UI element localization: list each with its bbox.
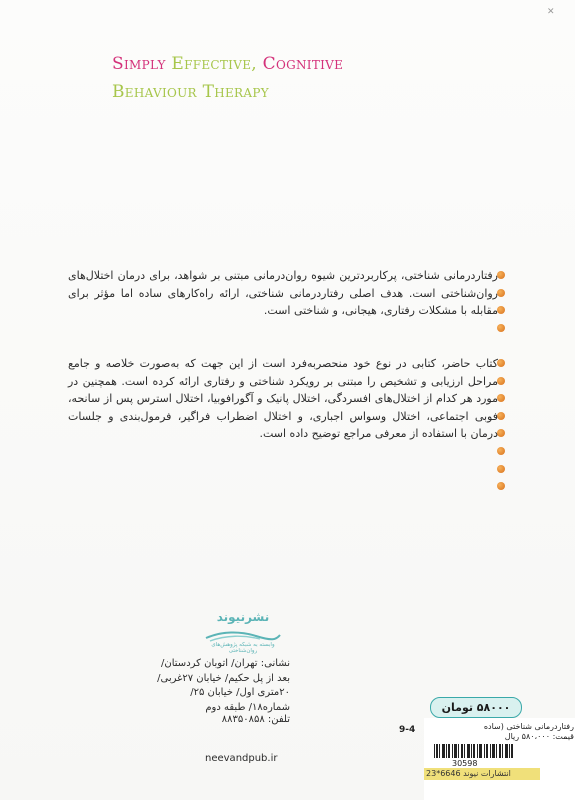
title-word-effective: Effective, — [171, 54, 263, 74]
bullet-icon — [497, 412, 505, 420]
wave-icon — [204, 629, 282, 643]
bullet-icon — [497, 324, 505, 332]
description-paragraph-1: رفتاردرمانی شناختی، پرکاربردترین شیوه روان‌درمانی مبتنی بر شواهد، برای درمان اختلال‌های روان‌شناختی است. هدف اصلی رفتاردرمانی شناختی، ارائه راه‌کارهای ساده اما مؤثر برای مقابله با مشکلات رفتاری، هیجانی، و شناختی است. — [68, 269, 498, 318]
bullet-icon — [497, 359, 505, 367]
price-sticker — [399, 718, 575, 800]
corner-mark-icon: ✕ — [547, 7, 555, 17]
price-badge: ۵۸۰۰۰ تومان — [430, 697, 522, 718]
publisher-address: نشانی: تهران/ اتوبان کردستان/ بعد از پل حکیم/ خیابان ۲۷غربی/ ۲۰متری اول/ خیابان ۲۵/ شماره۱۸/ طبقه دوم — [157, 658, 290, 713]
publisher-tagline: وابسته به شبکه پژوهش‌های روان‌شناختی — [211, 642, 275, 654]
publisher-phone: تلفن: ۸۸۳۵۰۸۵۸ — [221, 714, 290, 725]
sticker-price: قیمت: ۵۸۰،۰۰۰ ریال — [504, 732, 574, 741]
title-word-therapy: Therapy — [202, 82, 269, 102]
bullet-icon — [497, 447, 505, 455]
publisher-name: نشرنیوند — [216, 610, 270, 624]
title-word-behaviour: Behaviour — [112, 82, 203, 102]
english-title-line-1 — [112, 54, 343, 74]
publisher-website: neevandpub.ir — [205, 753, 278, 764]
publisher-logo — [200, 608, 286, 656]
bullet-icon — [497, 394, 505, 402]
sticker-number: 30598 — [452, 759, 478, 768]
sticker-bottom-label: انتشارات نیوند 6646*23 — [424, 768, 540, 780]
bullet-icon — [497, 429, 505, 437]
bullet-icon — [497, 306, 505, 314]
bullet-icon — [497, 465, 505, 473]
sticker-title: رفتاردرمانی شناختی (ساده — [483, 722, 574, 731]
title-word-cognitive: Cognitive — [262, 54, 344, 74]
description-paragraph-2: کتاب حاضر، کتابی در نوع خود منحصربه‌فرد است از این جهت که به‌صورت خلاصه و جامع مراحل ارزیابی و تشخیص را مبتنی بر رویکرد شناختی و رفتاری ارائه کرده است. همچنین در مورد هر کدام از اختلال‌های افسردگی، اختلال پانیک و آگورافوبیا، اختلال استرس پس از سانحه، فوبی اجتماعی، اختلال وسواس اجباری، و اختلال اضطراب فراگیر، فرمول‌بندی و جلسات درمان با استفاده از معرفی مراجع توضیح داده است. — [68, 357, 498, 441]
title-word-simply: Simply — [112, 54, 172, 74]
english-title-line-2 — [112, 82, 269, 102]
bullet-icon — [497, 377, 505, 385]
barcode-icon — [434, 744, 514, 758]
bullet-icon — [497, 289, 505, 297]
bullet-icon — [497, 482, 505, 490]
bullet-icon — [497, 271, 505, 279]
sticker-code: 9-4 — [399, 725, 416, 735]
